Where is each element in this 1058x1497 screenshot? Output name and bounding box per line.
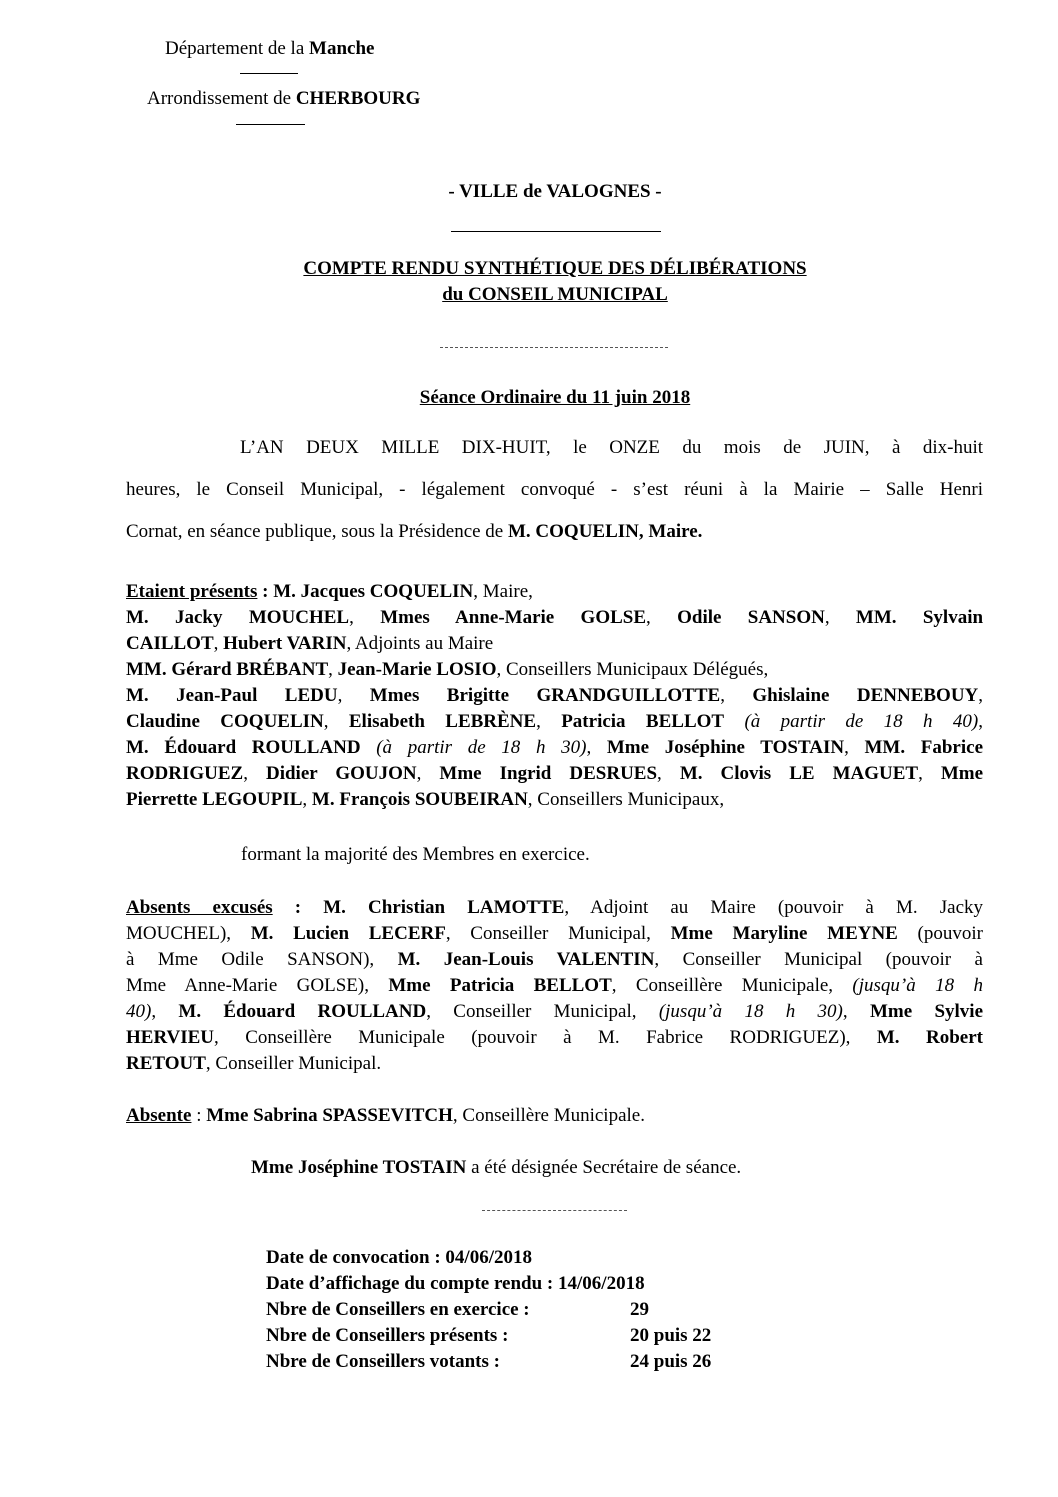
presents-l3-t2: , Adjoints au Maire bbox=[346, 633, 494, 654]
seance-title: Séance Ordinaire du 11 juin 2018 bbox=[419, 387, 691, 408]
absents-l6-b2: M. Robert bbox=[876, 1027, 984, 1048]
presents-l8-t1: , bbox=[243, 763, 266, 784]
footer-dashed-rule bbox=[482, 1210, 627, 1211]
stat-label: Nbre de Conseillers en exercice : bbox=[266, 1299, 530, 1320]
arrondissement-name: CHERBOURG bbox=[295, 88, 421, 109]
departement-prefix: Département de la bbox=[165, 38, 310, 59]
absents-l5-t2: , Conseiller Municipal, bbox=[426, 1001, 659, 1022]
presents-l2-b1: M. Jacky MOUCHEL bbox=[126, 607, 350, 628]
presents-l6-b1: Claudine COQUELIN bbox=[126, 711, 324, 732]
presents-l2-b2: Mmes Anne-Marie GOLSE bbox=[380, 607, 647, 628]
intro-line-1: L’AN DEUX MILLE DIX-HUIT, le ONZE du mois de JUIN, à dix-huit bbox=[240, 437, 983, 458]
absente-name: Mme Sabrina SPASSEVITCH bbox=[206, 1105, 453, 1126]
absents-label: Absents excusés bbox=[126, 897, 273, 918]
presents-l5-t1: , bbox=[337, 685, 370, 706]
presents-l7-b1: M. Édouard ROULLAND bbox=[126, 737, 361, 758]
stat-label: Nbre de Conseillers présents : bbox=[266, 1325, 509, 1346]
presents-l5-b3: Ghislaine DENNEBOUY bbox=[752, 685, 979, 706]
ville-title: - VILLE de VALOGNES - bbox=[448, 181, 662, 202]
absents-l2-t2: , Conseiller Municipal, bbox=[445, 923, 671, 944]
stat-row bbox=[266, 1323, 712, 1349]
presents-l8-b4: M. Clovis LE MAGUET bbox=[679, 763, 919, 784]
absents-line-1 bbox=[126, 895, 983, 921]
absents-line-3 bbox=[126, 947, 983, 973]
presents-l8-t3: , bbox=[657, 763, 680, 784]
presents-l8-t4: , bbox=[918, 763, 941, 784]
absents-l7-b1: RETOUT bbox=[126, 1053, 206, 1074]
presents-l2-b3: Odile SANSON bbox=[677, 607, 825, 628]
presents-l6-t4: , bbox=[978, 711, 984, 732]
presents-l4-b2: Jean-Marie LOSIO bbox=[337, 659, 497, 680]
presents-l4-t2: , Conseillers Municipaux Délégués, bbox=[496, 659, 769, 680]
presents-block bbox=[126, 579, 983, 813]
compte-rendu-title: COMPTE RENDU SYNTHÉTIQUE DES DÉLIBÉRATIONS bbox=[303, 258, 807, 279]
absents-l1-b1: M. Christian LAMOTTE bbox=[323, 897, 565, 918]
presents-l7-t3: , bbox=[844, 737, 865, 758]
presents-l2-b4: MM. Sylvain bbox=[855, 607, 984, 628]
presents-l6-t1: , bbox=[323, 711, 349, 732]
presents-l6-b3: Patricia BELLOT bbox=[561, 711, 725, 732]
header-rule-2 bbox=[236, 124, 305, 125]
presents-l6-i1: (à partir de 18 h 40) bbox=[744, 711, 979, 732]
absents-l7-t1: , Conseiller Municipal. bbox=[205, 1053, 382, 1074]
arrondissement-prefix: Arrondissement de bbox=[147, 88, 296, 109]
absents-l2-t3: (pouvoir bbox=[897, 923, 983, 944]
absents-line-5 bbox=[126, 999, 983, 1025]
stat-label: Date d’affichage du compte rendu : 14/06/2018 bbox=[266, 1273, 645, 1294]
absents-l5-i2: (jusqu’à 18 h 30) bbox=[658, 1001, 843, 1022]
intro-line-2: heures, le Conseil Municipal, - légalement convoqué - s’est réuni à la Mairie – Salle Henri bbox=[126, 479, 983, 500]
arrondissement-line bbox=[147, 88, 420, 110]
presents-l7-b2: Mme Joséphine TOSTAIN bbox=[606, 737, 845, 758]
majorite-line: formant la majorité des Membres en exercice. bbox=[241, 844, 590, 865]
intro-line-3 bbox=[126, 521, 702, 543]
departement-name: Manche bbox=[309, 38, 375, 59]
presents-line-5 bbox=[126, 683, 983, 709]
presents-l9-t2: , Conseillers Municipaux, bbox=[527, 789, 725, 810]
absente-label: Absente bbox=[126, 1105, 192, 1126]
absents-l2-t1: MOUCHEL), bbox=[126, 923, 251, 944]
presents-line-2 bbox=[126, 605, 983, 631]
presents-l9-b2: M. François SOUBEIRAN bbox=[311, 789, 528, 810]
presents-l9-t1: , bbox=[302, 789, 312, 810]
presents-l2-t3: , bbox=[824, 607, 856, 628]
stats-block bbox=[266, 1245, 712, 1375]
absents-l6-b1: HERVIEU bbox=[126, 1027, 215, 1048]
absents-l4-t2: , Conseillère Municipale, bbox=[611, 975, 853, 996]
presents-l3-t1: , bbox=[213, 633, 224, 654]
absents-l5-b2: Mme Sylvie bbox=[869, 1001, 984, 1022]
presents-l2-t2: , bbox=[646, 607, 678, 628]
secretaire-name: Mme Joséphine TOSTAIN bbox=[251, 1157, 467, 1178]
absents-line-7 bbox=[126, 1051, 983, 1077]
presents-l7-b3: MM. Fabrice bbox=[864, 737, 984, 758]
stat-label: Nbre de Conseillers votants : bbox=[266, 1351, 500, 1372]
presents-line-1 bbox=[126, 579, 983, 605]
presents-sep: : bbox=[257, 581, 274, 602]
absents-l1-t1: , Adjoint au Maire (pouvoir à M. Jacky bbox=[564, 897, 983, 918]
absents-l6-t1: , Conseillère Municipale (pouvoir à M. Fabrice RODRIGUEZ), bbox=[214, 1027, 877, 1048]
stat-value: 24 puis 26 bbox=[630, 1351, 712, 1372]
presents-line-7 bbox=[126, 735, 983, 761]
presents-line-4 bbox=[126, 657, 983, 683]
absents-l5-t1: , bbox=[151, 1001, 179, 1022]
stat-value: 29 bbox=[630, 1299, 649, 1320]
absents-l3-t1: à Mme Odile SANSON), bbox=[126, 949, 398, 970]
presents-l7-i1: (à partir de 18 h 30) bbox=[376, 737, 587, 758]
presents-l5-t2: , bbox=[720, 685, 753, 706]
stat-label: Date de convocation : 04/06/2018 bbox=[266, 1247, 532, 1268]
presents-line-3 bbox=[126, 631, 983, 657]
presents-l8-b3: Mme Ingrid DESRUES bbox=[439, 763, 658, 784]
absents-l4-i1: (jusqu’à 18 h bbox=[852, 975, 983, 996]
presents-l6-t3 bbox=[724, 711, 744, 732]
stat-row bbox=[266, 1349, 712, 1375]
stat-row bbox=[266, 1245, 645, 1271]
presents-l8-b5: Mme bbox=[940, 763, 984, 784]
absents-l5-i1: 40) bbox=[126, 1001, 152, 1022]
absents-block bbox=[126, 895, 983, 1077]
presents-l8-b2: Didier GOUJON bbox=[265, 763, 417, 784]
absents-l4-t1: Mme Anne-Marie GOLSE), bbox=[126, 975, 389, 996]
presents-l8-b1: RODRIGUEZ bbox=[126, 763, 244, 784]
presents-l6-t2: , bbox=[536, 711, 562, 732]
absents-l2-b2: Mme Maryline MEYNE bbox=[670, 923, 898, 944]
presents-l5-b2: Mmes Brigitte GRANDGUILLOTTE bbox=[369, 685, 721, 706]
presents-l7-t2: , bbox=[586, 737, 607, 758]
absents-l5-t3: , bbox=[842, 1001, 870, 1022]
intro-president: M. COQUELIN, Maire. bbox=[508, 521, 703, 542]
presents-l3-b1: CAILLOT bbox=[126, 633, 214, 654]
absente-sep: : bbox=[191, 1105, 207, 1126]
presents-label: Etaient présents bbox=[126, 581, 258, 602]
absents-l4-b1: Mme Patricia BELLOT bbox=[388, 975, 612, 996]
absents-l3-t2: , Conseiller Municipal (pouvoir à bbox=[654, 949, 983, 970]
absents-l3-b1: M. Jean-Louis VALENTIN bbox=[397, 949, 655, 970]
absente-line bbox=[126, 1105, 645, 1127]
presents-line-9 bbox=[126, 787, 983, 813]
presents-l5-t3: , bbox=[978, 685, 984, 706]
stat-row bbox=[266, 1297, 649, 1323]
presents-l7-t1 bbox=[361, 737, 377, 758]
absents-l2-b1: M. Lucien LECERF bbox=[250, 923, 446, 944]
header-rule-1 bbox=[240, 73, 298, 74]
absents-line-2 bbox=[126, 921, 983, 947]
secretaire-line bbox=[251, 1157, 741, 1179]
presents-l9-b1: Pierrette LEGOUPIL bbox=[126, 789, 303, 810]
intro-line-3-text: Cornat, en séance publique, sous la Présidence de bbox=[126, 521, 508, 542]
absents-sep: : bbox=[272, 897, 324, 918]
presents-l3-b2: Hubert VARIN bbox=[223, 633, 347, 654]
presents-l6-b2: Elisabeth LEBRÈNE bbox=[348, 711, 537, 732]
presents-l4-t1: , bbox=[328, 659, 338, 680]
presents-l8-t2: , bbox=[416, 763, 440, 784]
secretaire-rest: a été désignée Secrétaire de séance. bbox=[466, 1157, 742, 1178]
absente-rest: , Conseillère Municipale. bbox=[452, 1105, 645, 1126]
ville-rule bbox=[451, 231, 661, 232]
departement-line bbox=[165, 38, 374, 60]
presents-l1-t1: , Maire, bbox=[473, 581, 533, 602]
absents-line-6 bbox=[126, 1025, 983, 1051]
presents-l1-b1: M. Jacques COQUELIN bbox=[273, 581, 474, 602]
absents-l5-b1: M. Édouard ROULLAND bbox=[178, 1001, 427, 1022]
absents-line-4 bbox=[126, 973, 983, 999]
presents-l4-b1: MM. Gérard BRÉBANT bbox=[126, 659, 329, 680]
conseil-title: du CONSEIL MUNICIPAL bbox=[442, 284, 668, 305]
presents-line-6 bbox=[126, 709, 983, 735]
presents-line-8 bbox=[126, 761, 983, 787]
presents-l2-t1: , bbox=[349, 607, 381, 628]
stat-row bbox=[266, 1271, 645, 1297]
stat-value: 20 puis 22 bbox=[630, 1325, 712, 1346]
title-dashed-rule bbox=[440, 347, 668, 348]
presents-l5-b1: M. Jean-Paul LEDU bbox=[126, 685, 338, 706]
